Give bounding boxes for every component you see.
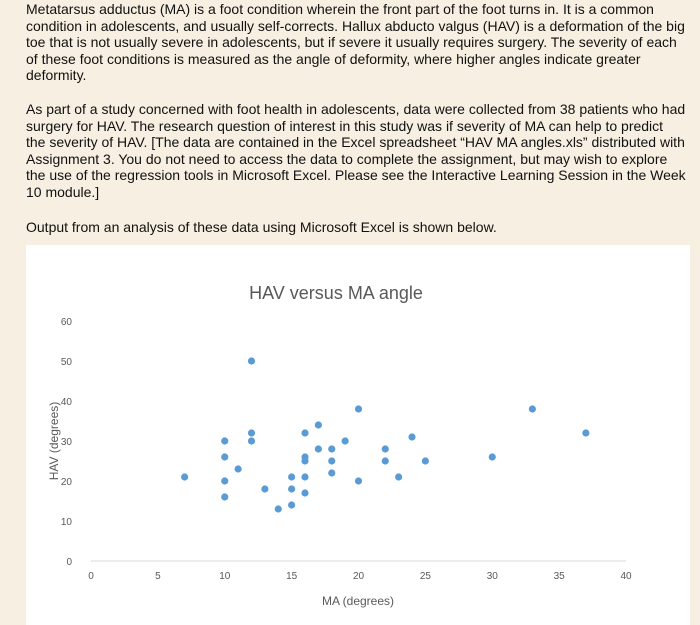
y-tick-label: 50 [60,357,72,368]
y-axis-label: HAV (degrees) [47,401,61,481]
data-point [261,485,268,492]
data-point [529,405,536,412]
data-point [275,505,282,512]
x-tick-label: 25 [419,571,431,582]
data-point [489,453,496,460]
data-point [288,501,295,508]
y-tick-label: 10 [60,517,72,528]
data-point [382,445,389,452]
data-point [315,445,322,452]
x-tick-label: 35 [553,571,565,582]
y-tick-label: 60 [60,317,72,328]
study-paragraph: As part of a study concerned with foot health in adolescents, data were collected from 38 patients who had surgery for HAV. The research question of interest in this study was if severity of MA can help to predict the severity of HAV. [The data are contained in the Excel spreadsheet “HAV MA angles.xls” distributed with Assignment 3. You do not need to access the data to complete the assignment, but may wish to explore the use of the regression tools in Microsoft Excel. Please see the Interactive Learning Session in the Week 10 module.] [26,101,686,200]
data-point [248,437,255,444]
data-point [221,477,228,484]
data-point [355,405,362,412]
x-tick-label: 20 [352,571,365,582]
data-point [221,453,228,460]
data-point [301,473,308,480]
chart-canvas [26,245,690,625]
data-point [301,429,308,436]
y-tick-label: 40 [60,397,72,408]
data-point [408,433,415,440]
data-point [301,457,308,464]
y-tick-label: 0 [66,557,72,568]
x-tick-labels [88,571,632,582]
y-tick-label: 30 [60,437,72,448]
x-tick-label: 10 [219,571,231,582]
data-point [342,437,349,444]
data-point [582,429,589,436]
data-point [328,445,335,452]
data-point [248,357,255,364]
data-point [382,457,389,464]
data-points [181,357,589,512]
data-point [328,457,335,464]
data-point [288,485,295,492]
data-point [235,465,242,472]
data-point [181,473,188,480]
x-tick-label: 40 [620,571,632,582]
data-point [395,473,402,480]
x-tick-label: 5 [155,571,161,582]
x-tick-label: 15 [286,571,298,582]
data-point [355,477,362,484]
data-point [301,489,308,496]
data-point [315,421,322,428]
data-point [422,457,429,464]
data-point [221,493,228,500]
y-tick-labels [61,317,73,568]
scatter-chart [26,245,690,625]
x-axis-label: MA (degrees) [321,594,395,608]
y-tick-label: 20 [60,477,72,488]
chart-title: HAV versus MA angle [249,283,423,303]
data-point [328,469,335,476]
x-tick-label: 30 [486,571,498,582]
data-point [221,437,228,444]
output-paragraph: Output from an analysis of these data using Microsoft Excel is shown below. [26,219,497,235]
data-point [248,429,255,436]
data-point [288,473,295,480]
intro-paragraph: Metatarsus adductus (MA) is a foot condition wherein the front part of the foot turns in. It is a common condition in adolescents, and usually self-corrects. Hallux abducto valgus (HAV) is a deformation of the big toe that is not usually severe in adolescents, but if severe it usually requires surgery. The severity of each of these foot conditions is measured as the angle of deformity, where higher angles indicate greater deformity. [26,1,685,83]
x-tick-label: 0 [88,571,94,582]
